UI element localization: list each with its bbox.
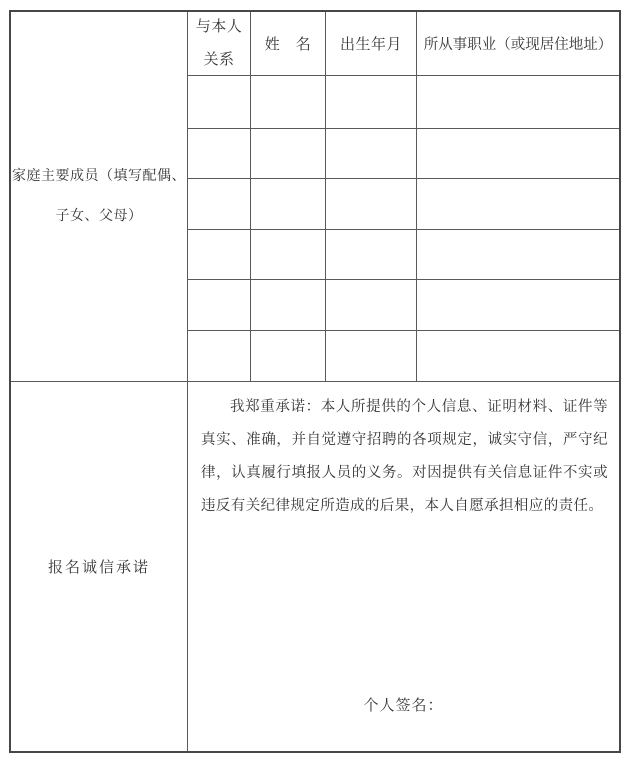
family-member-empty-cell <box>326 230 417 280</box>
family-member-empty-cell <box>251 280 326 331</box>
pledge-content-cell <box>188 382 619 751</box>
family-member-empty-cell <box>188 76 251 129</box>
family-member-empty-cell <box>417 129 619 179</box>
family-member-empty-cell <box>251 331 326 381</box>
family-member-empty-cell <box>188 179 251 230</box>
family-members-section <box>11 12 619 382</box>
family-member-empty-cell <box>251 76 326 129</box>
family-member-empty-cell <box>417 331 619 381</box>
application-form-table <box>9 10 621 753</box>
pledge-section <box>11 382 619 751</box>
pledge-row-label: 报名诚信承诺 <box>11 382 188 751</box>
column-header-birth-date: 出生年月 <box>326 12 417 76</box>
family-member-empty-cell <box>188 331 251 381</box>
family-member-empty-cell <box>417 280 619 331</box>
family-member-empty-cell <box>326 179 417 230</box>
column-header-name: 姓 名 <box>251 12 326 76</box>
family-member-empty-cell <box>326 331 417 381</box>
family-members-row-label-line2: 子女、父母） <box>55 208 143 224</box>
family-member-empty-cell <box>417 179 619 230</box>
column-header-relation-line1: 与本人 <box>195 18 243 35</box>
family-members-row-label-line1: 家庭主要成员（填写配偶、 <box>12 168 186 184</box>
family-member-empty-cell <box>188 129 251 179</box>
family-member-empty-cell <box>188 280 251 331</box>
family-member-empty-cell <box>326 129 417 179</box>
family-member-empty-cell <box>188 230 251 280</box>
family-member-empty-cell <box>417 76 619 129</box>
signature-label: 个人签名： <box>363 698 444 714</box>
column-header-relation <box>188 12 251 76</box>
family-member-empty-cell <box>251 129 326 179</box>
pledge-text: 我郑重承诺：本人所提供的个人信息、证明材料、证件等真实、准确，并自觉遵守招聘的各项规定，诚实守信，严守纪律，认真履行填报人员的义务。对因提供有关信息证件不实或违反有关纪律规定所造成的后果，本人自愿承担相应的责任。 <box>201 399 608 514</box>
family-member-empty-cell <box>417 230 619 280</box>
family-member-empty-cell <box>326 76 417 129</box>
family-members-row-label <box>11 12 188 381</box>
column-header-relation-line2: 关系 <box>203 51 235 68</box>
family-member-empty-cell <box>326 280 417 331</box>
family-member-empty-cell <box>251 230 326 280</box>
column-header-occupation: 所从事职业（或现居住地址） <box>417 12 619 76</box>
family-member-empty-cell <box>251 179 326 230</box>
